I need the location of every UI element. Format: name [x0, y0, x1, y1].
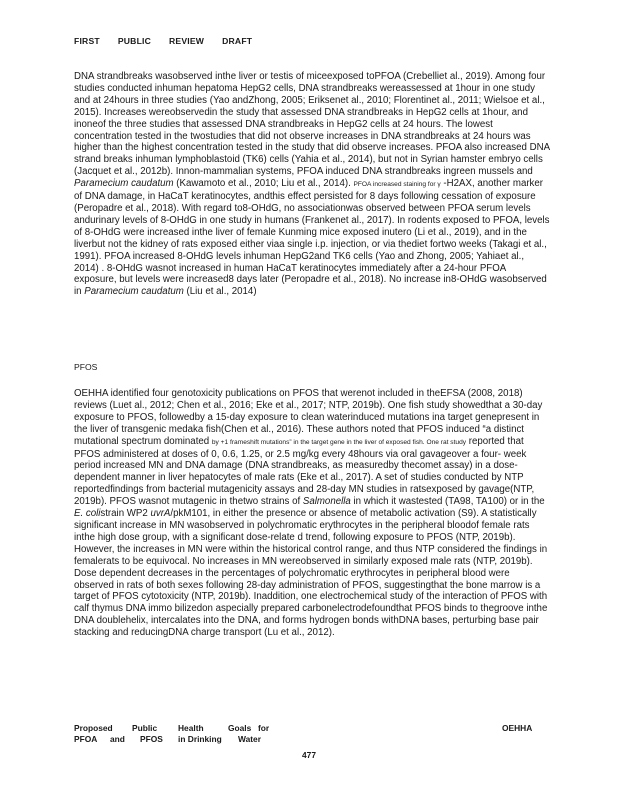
italic-gene: uvrA	[150, 508, 171, 520]
header-word: FIRST	[74, 36, 100, 46]
text-run: OEHHA identified four genotoxicity publications on PFOS that werenot included in theEFSA (2008, 2018) reviews (Luet al., 2012; Chen et al., 2016; Eke et al., 2017; NTP, 2019b). One fish study showedthat a 30-day exposure to PFOS, followedby a 15-day exposure to clean waterinduced mutations ina target genepresent in the liver of transgenic medaka fish(Chen et al., 2016). These authors noted that PFOS induced “a distinct mutational spectrum dominated	[74, 388, 543, 447]
paragraph-pfoa-dna-damage	[74, 71, 550, 298]
italic-species: Paramecium caudatum	[84, 286, 184, 298]
page-number: 477	[302, 750, 316, 760]
footer-word: PFOS	[140, 734, 163, 744]
section-heading: PFOS	[74, 362, 98, 372]
text-run: reported that PFOS administered at doses of 0, 0.6, 1.25, or 2.5 mg/kg every 48hours via oral gavageover a four- week period increased MN and DNA damage (DNA strandbreaks, as measuredby thecomet assay) in a dose-dependent manner in liver hepatocytes of male rats (Eke et al., 2017). A set of studies conducted by NTP reportedfindings from bacterial mutagenicity assays and 28-day MN studies in ratsexposed by gavage(NTP, 2019b). PFOS wasnot mutagenic in thetwo strains of	[74, 435, 535, 508]
text-run: (Kawamoto et al., 2010; Liu et al., 2014).	[173, 178, 354, 190]
footer-document-title	[74, 723, 269, 745]
footer-word: in Drinking	[178, 734, 222, 744]
text-run: -H2AX, another marker of DNA damage, in HaCaT keratinocytes, andthis effect persisted for 8 days following cessation of exposure (Peropadre et al., 2018). With regard to8-OHdG, no associationwas observed between PFOA serum levels andurinary levels of 8-OHdG in one study in humans (Frankenet al., 2017). In rodents exposed to PFOA, levels of 8-OHdG were increased inthe liver of female Kunming mice exposed inutero (Li et al., 2019), and in the liverbut not the kidney of rats exposed either viaa single i.p. injection, or via thediet fortwo weeks (Takagi et al., 1991). PFOA increased 8-OHdG levels inhuman HepG2and TK6 cells (Yao and Zhong, 2005; Yahiaet al., 2014) . 8-OHdG wasnot increased in human HaCaT keratinocytes immediately after a 24-hour PFOA exposure, but levels were increased8 days later (Peropadre et al., 2018). No increase in8-OHdG wasobserved in	[74, 178, 550, 298]
header-word: DRAFT	[222, 36, 253, 46]
paragraph-pfos-genotoxicity	[74, 388, 550, 639]
footer-word: Health	[178, 723, 204, 733]
text-run: DNA strandbreaks wasobserved inthe liver or testis of miceexposed toPFOA (Crebelliet al., 2019). Among four studies conducted inhuman hepatoma HepG2 cells, DNA strandbreaks wereassessed at 1hour in one study and at 24hours in three studies (Yao andZhong, 2005; Eriksenet al., 2010; Florentinet al., 2011; Wielsoe et al., 2015). Increases wereobservedin the study that assessed DNA strandbreaks in HepG2 cells at 1hour, and inoneof the three studies that assessed DNA strandbreaks in HepG2 cells at 24 hours. The lowest concentration tested in the twostudies that did not observe increases in DNA strandbreaks at 24 hours was higher than the highest concentration tested in the study that did observe increases. PFOA also increased DNA strand breaks inhuman lymphoblastoid (TK6) cells (Yahia et al., 2014), but not in Syrian hamster embryo cells (Jacquet et al., 2012b). Innon-mammalian systems, PFOA induced DNA strandbreaks ingreen mussels and	[74, 71, 550, 178]
text-run: (Liu et al., 2014)	[183, 286, 257, 298]
italic-organism: E. coli	[74, 508, 101, 520]
draft-header	[74, 36, 270, 46]
footer-word: and	[110, 734, 125, 744]
header-word: PUBLIC	[117, 36, 152, 46]
footer-agency: OEHHA	[502, 723, 533, 733]
text-run: in which it wastested (TA98, TA100) or in the	[353, 496, 545, 508]
italic-organism: Salmonella	[302, 496, 351, 508]
footer-word: Goals	[228, 723, 252, 733]
footer-word: Public	[132, 723, 158, 733]
text-run: /pkM101, in either the presence or absence of metabolic activation (S9). A statistically significant increase in MN wasobserved in polychromatic erythrocytes in the peripheral bloodof female rats inthe high dose group, with a significant dose-relate d trend, following exposure to PFOS (NTP, 2019b). However, the increases in MN were within the historical control range, and thus NTP considered the findings in femalerats to be equivocal. No increases in MN wereobserved in similarly exposed male rats (NTP, 2019b). Dose dependent decreases in the percentages of polychromatic erythrocytes in peripheral blood were observed in rats of both sexes following 28-day administration of PFOS, suggestingthat the bone marrow is a target of PFOS cytotoxicity (NTP, 2019b). Inaddition, one electrochemical study of the interaction of PFOS with calf thymus DNA immo bilizedon aspecially prepared carbonelectrodefoundthat PFOS binds to thegroove inthe DNA doublehelix, intercalates into the DNA, and forms hydrogen bonds withDNA bases, perturbing base pair stacking and reducingDNA charge transport (Lu et al., 2012).	[74, 508, 548, 639]
footer-word: PFOA	[74, 734, 98, 744]
text-run: strain WP2	[100, 508, 151, 520]
footer-word: for	[258, 723, 270, 733]
small-text-run: PFOA increased staining for γ	[353, 181, 441, 189]
italic-species: Paramecium caudatum	[74, 178, 174, 190]
footer-word: Proposed	[74, 723, 113, 733]
footer-word: Water	[238, 734, 261, 744]
header-word: REVIEW	[169, 36, 205, 46]
small-text-run: by +1 frameshift mutations” in the target gene in the liver of exposed fish. One rat study	[211, 438, 467, 446]
